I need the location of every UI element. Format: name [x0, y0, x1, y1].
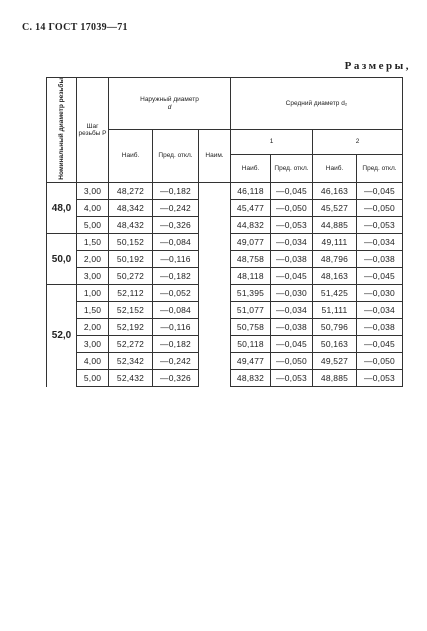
pitch-cell: 3,00: [77, 268, 109, 285]
col-d2-1-pred: Пред. откл.: [271, 155, 313, 183]
outer-diameter-max-cell: 50,272: [109, 268, 153, 285]
outer-diameter-deviation-cell: —0,242: [153, 353, 199, 370]
mid-diameter-2-max-cell: 51,111: [313, 302, 357, 319]
pitch-cell: 5,00: [77, 370, 109, 387]
pitch-cell: 1,50: [77, 234, 109, 251]
nominal-diameter-cell: 52,0: [47, 285, 77, 387]
outer-diameter-max-cell: 52,272: [109, 336, 153, 353]
col-d-naim: Наим.: [199, 130, 231, 183]
mid-diameter-1-max-cell: 48,832: [231, 370, 271, 387]
mid-diameter-2-deviation-cell: —0,045: [357, 183, 403, 200]
mid-diameter-2-deviation-cell: —0,038: [357, 251, 403, 268]
mid-diameter-2-deviation-cell: —0,050: [357, 353, 403, 370]
table-row: [47, 302, 403, 319]
col-group-2: 2: [313, 130, 403, 155]
mid-diameter-2-max-cell: 49,527: [313, 353, 357, 370]
mid-diameter-1-deviation-cell: —0,045: [271, 336, 313, 353]
mid-diameter-2-max-cell: 48,796: [313, 251, 357, 268]
mid-diameter-2-max-cell: 50,796: [313, 319, 357, 336]
outer-diameter-min-cell: [199, 353, 231, 370]
outer-diameter-deviation-cell: —0,182: [153, 183, 199, 200]
mid-diameter-1-deviation-cell: —0,030: [271, 285, 313, 302]
mid-diameter-1-deviation-cell: —0,038: [271, 319, 313, 336]
outer-diameter-max-cell: 52,112: [109, 285, 153, 302]
mid-diameter-2-deviation-cell: —0,050: [357, 200, 403, 217]
outer-diameter-max-cell: 50,152: [109, 234, 153, 251]
outer-diameter-deviation-cell: —0,326: [153, 217, 199, 234]
col-group-1: 1: [231, 130, 313, 155]
mid-diameter-1-deviation-cell: —0,050: [271, 200, 313, 217]
outer-diameter-min-cell: [199, 285, 231, 302]
mid-diameter-1-deviation-cell: —0,034: [271, 234, 313, 251]
pitch-cell: 3,00: [77, 336, 109, 353]
mid-diameter-2-max-cell: 48,163: [313, 268, 357, 285]
table-row: [47, 234, 403, 251]
mid-diameter-2-deviation-cell: —0,034: [357, 302, 403, 319]
outer-diameter-max-cell: 52,192: [109, 319, 153, 336]
mid-diameter-1-deviation-cell: —0,034: [271, 302, 313, 319]
mid-diameter-1-max-cell: 49,477: [231, 353, 271, 370]
table-row: [47, 217, 403, 234]
table-row: [47, 336, 403, 353]
mid-diameter-1-max-cell: 51,077: [231, 302, 271, 319]
mid-diameter-1-max-cell: 45,477: [231, 200, 271, 217]
pitch-cell: 1,00: [77, 285, 109, 302]
outer-diameter-deviation-cell: —0,084: [153, 234, 199, 251]
outer-diameter-max-cell: 48,342: [109, 200, 153, 217]
col-d-pred: Пред. откл.: [153, 130, 199, 183]
outer-diameter-max-cell: 52,342: [109, 353, 153, 370]
mid-diameter-2-deviation-cell: —0,045: [357, 268, 403, 285]
mid-diameter-1-max-cell: 50,118: [231, 336, 271, 353]
outer-diameter-max-cell: 48,272: [109, 183, 153, 200]
mid-diameter-2-deviation-cell: —0,030: [357, 285, 403, 302]
outer-diameter-deviation-cell: —0,182: [153, 268, 199, 285]
mid-diameter-1-deviation-cell: —0,045: [271, 183, 313, 200]
outer-diameter-min-cell: [199, 336, 231, 353]
thread-dimensions-table: [46, 77, 403, 387]
mid-diameter-1-max-cell: 51,395: [231, 285, 271, 302]
outer-diameter-deviation-cell: —0,116: [153, 319, 199, 336]
col-d-naib: Наиб.: [109, 130, 153, 183]
nominal-diameter-cell: 48,0: [47, 183, 77, 234]
table-row: [47, 251, 403, 268]
outer-diameter-deviation-cell: —0,326: [153, 370, 199, 387]
outer-diameter-deviation-cell: —0,242: [153, 200, 199, 217]
outer-diameter-deviation-cell: —0,182: [153, 336, 199, 353]
mid-diameter-2-deviation-cell: —0,038: [357, 319, 403, 336]
mid-diameter-1-deviation-cell: —0,050: [271, 353, 313, 370]
mid-diameter-1-max-cell: 48,758: [231, 251, 271, 268]
pitch-cell: 3,00: [77, 183, 109, 200]
pitch-cell: 1,50: [77, 302, 109, 319]
mid-diameter-1-max-cell: 48,118: [231, 268, 271, 285]
outer-diameter-deviation-cell: —0,052: [153, 285, 199, 302]
mid-diameter-2-max-cell: 48,885: [313, 370, 357, 387]
col-pitch: Шаг резьбы P: [77, 78, 109, 183]
table-row: [47, 183, 403, 200]
table-body: [47, 183, 403, 387]
pitch-cell: 2,00: [77, 319, 109, 336]
outer-diameter-deviation-cell: —0,084: [153, 302, 199, 319]
mid-diameter-2-max-cell: 50,163: [313, 336, 357, 353]
mid-diameter-2-max-cell: 44,885: [313, 217, 357, 234]
table-row: [47, 353, 403, 370]
col-outer-diameter: Наружный диаметр d: [109, 78, 231, 130]
pitch-cell: 5,00: [77, 217, 109, 234]
mid-diameter-2-deviation-cell: —0,034: [357, 234, 403, 251]
mid-diameter-1-max-cell: 50,758: [231, 319, 271, 336]
table-row: [47, 200, 403, 217]
mid-diameter-2-deviation-cell: —0,045: [357, 336, 403, 353]
mid-diameter-2-deviation-cell: —0,053: [357, 370, 403, 387]
table-row: [47, 268, 403, 285]
mid-diameter-1-deviation-cell: —0,053: [271, 370, 313, 387]
pitch-cell: 4,00: [77, 200, 109, 217]
mid-diameter-2-max-cell: 46,163: [313, 183, 357, 200]
outer-diameter-min-cell: [199, 319, 231, 336]
mid-diameter-1-deviation-cell: —0,038: [271, 251, 313, 268]
mid-diameter-2-deviation-cell: —0,053: [357, 217, 403, 234]
section-title: Размеры,: [344, 60, 411, 72]
outer-diameter-min-cell: [199, 200, 231, 217]
outer-diameter-min-cell: [199, 234, 231, 251]
outer-diameter-min-cell: [199, 302, 231, 319]
outer-diameter-min-cell: [199, 251, 231, 268]
outer-diameter-max-cell: 48,432: [109, 217, 153, 234]
outer-diameter-min-cell: [199, 183, 231, 200]
col-nominal-diameter: Номинальный диаметр резьбы: [47, 78, 77, 183]
outer-diameter-min-cell: [199, 268, 231, 285]
col-d2-2-naib: Наиб.: [313, 155, 357, 183]
table-row: [47, 370, 403, 387]
mid-diameter-2-max-cell: 49,111: [313, 234, 357, 251]
mid-diameter-1-deviation-cell: —0,045: [271, 268, 313, 285]
outer-diameter-min-cell: [199, 217, 231, 234]
outer-diameter-max-cell: 52,432: [109, 370, 153, 387]
table-row: [47, 285, 403, 302]
mid-diameter-1-max-cell: 49,077: [231, 234, 271, 251]
outer-diameter-max-cell: 50,192: [109, 251, 153, 268]
mid-diameter-1-max-cell: 44,832: [231, 217, 271, 234]
mid-diameter-2-max-cell: 51,425: [313, 285, 357, 302]
outer-diameter-min-cell: [199, 370, 231, 387]
nominal-diameter-cell: 50,0: [47, 234, 77, 285]
col-d2-2-pred: Пред. откл.: [357, 155, 403, 183]
pitch-cell: 2,00: [77, 251, 109, 268]
col-d2-1-naib: Наиб.: [231, 155, 271, 183]
mid-diameter-1-deviation-cell: —0,053: [271, 217, 313, 234]
page-header: С. 14 ГОСТ 17039—71: [22, 22, 128, 33]
outer-diameter-deviation-cell: —0,116: [153, 251, 199, 268]
outer-diameter-max-cell: 52,152: [109, 302, 153, 319]
mid-diameter-2-max-cell: 45,527: [313, 200, 357, 217]
table-row: [47, 319, 403, 336]
mid-diameter-1-max-cell: 46,118: [231, 183, 271, 200]
col-mid-diameter: Средний диаметр d₂: [231, 78, 403, 130]
pitch-cell: 4,00: [77, 353, 109, 370]
